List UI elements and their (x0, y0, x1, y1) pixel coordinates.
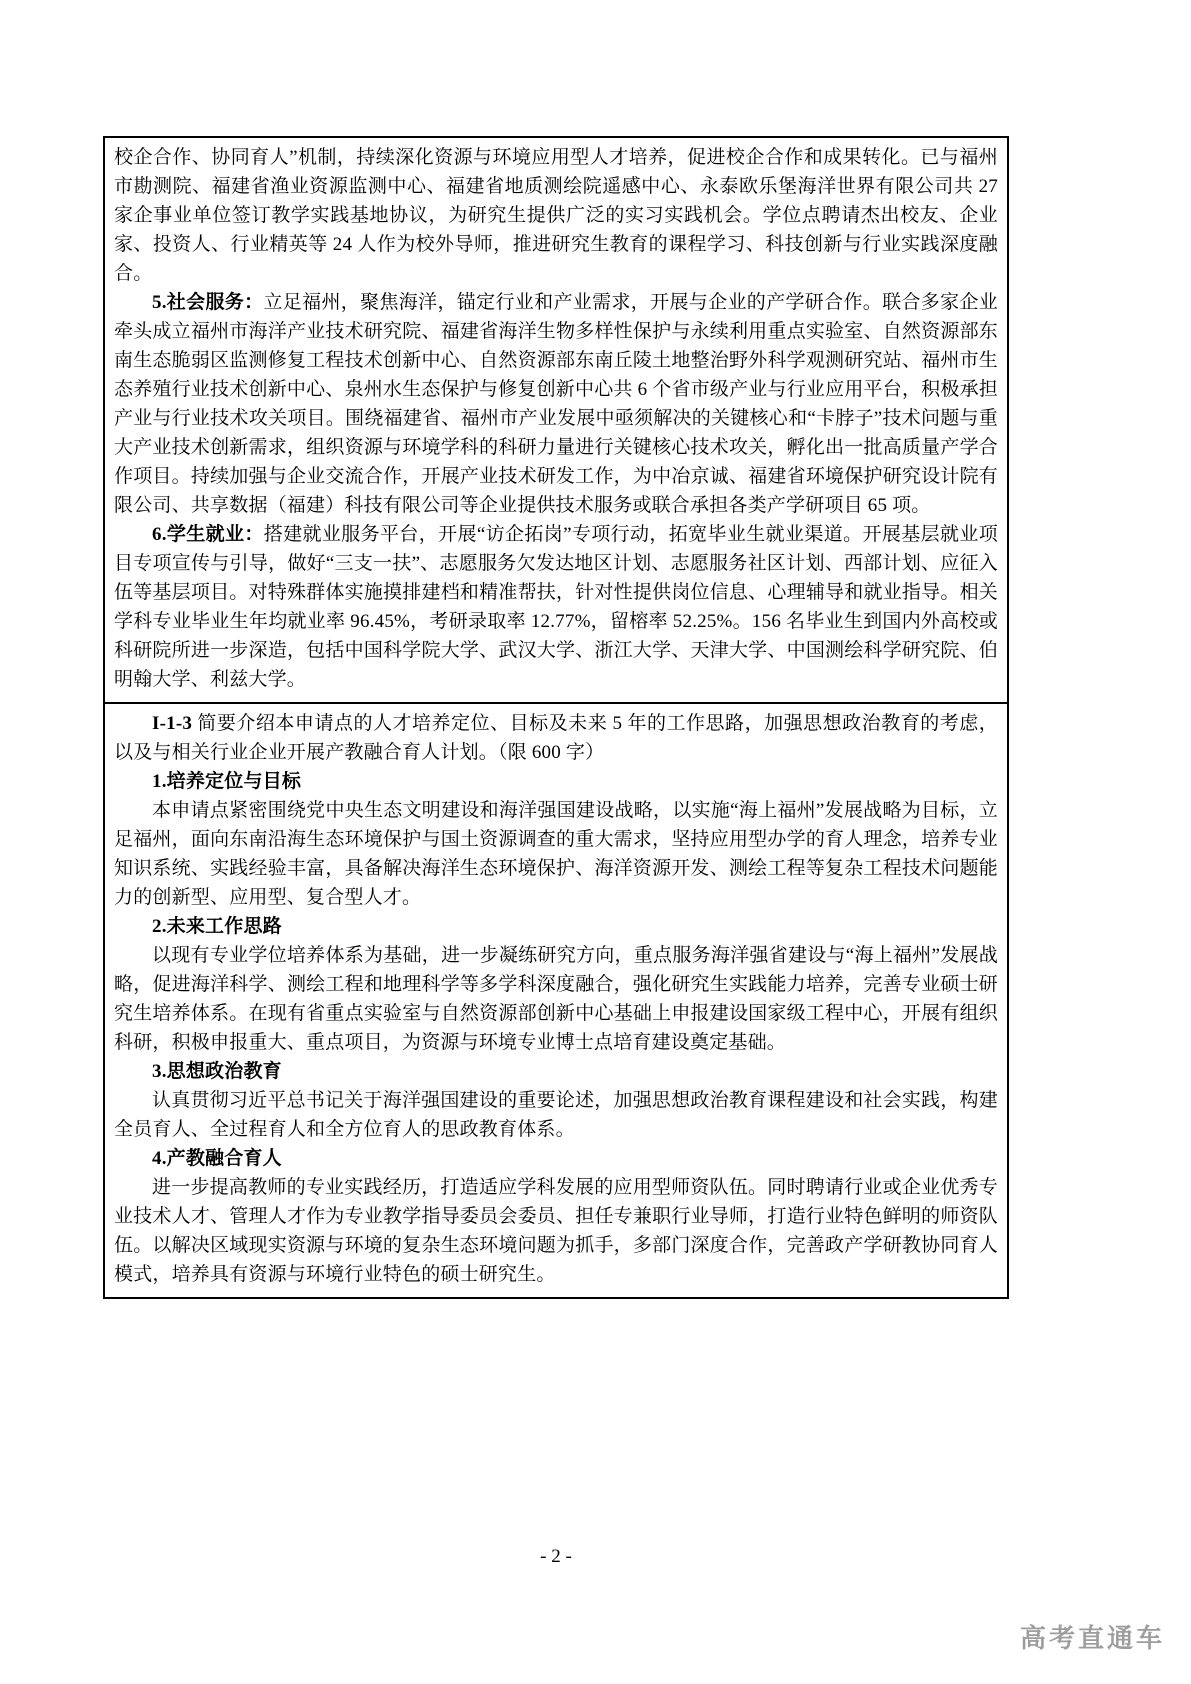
social-service-paragraph (114, 288, 998, 520)
i13-intro-text: 简要介绍本申请点的人才培养定位、目标及未来 5 年的工作思路，加强思想政治教育的考虑，以及与相关行业企业开展产教融合育人计划。（限 600 字） (114, 713, 999, 763)
i13-heading-industry-education: 4.产教融合育人 (152, 1148, 282, 1169)
table-cell-i13 (105, 704, 1007, 1297)
i13-paragraph-future-plan: 以现有专业学位培养体系为基础，进一步凝练研究方向，重点服务海洋强省建设与“海上福州”发展战略，促进海洋科学、测绘工程和地理科学等多学科深度融合，强化研究生实践能力培养，完善专业硕士研究生培养体系。在现有省重点实验室与自然资源部创新中心基础上申报建设国家级工程中心，开展有组织科研，积极申报重大、重点项目，为资源与环境专业博士点培育建设奠定基础。 (114, 945, 998, 1053)
continuation-text: 校企合作、协同育人”机制，持续深化资源与环境应用型人才培养，促进校企合作和成果转化。已与福州市勘测院、福建省渔业资源监测中心、福建省地质测绘院遥感中心、永泰欧乐堡海洋世界有限公司共 27 家企事业单位签订教学实践基地协议，为研究生提供广泛的实习实践机会。学位点聘请杰出校友、企业家、投资人、行业精英等 24 人作为校外导师，推进研究生教育的课程学习、科技创新与行业实践深度融合。 (114, 147, 998, 284)
i13-heading-ideological-education: 3.思想政治教育 (152, 1061, 282, 1082)
i13-intro-paragraph (114, 709, 998, 767)
watermark-text: 高考直通车 (1019, 1623, 1165, 1653)
i13-paragraph-industry-education: 进一步提高教师的专业实践经历，打造适应学科发展的应用型师资队伍。同时聘请行业或企业优秀专业技术人才、管理人才作为专业教学指导委员会委员、担任专兼职行业导师，打造行业特色鲜明的师资队伍。以解决区域现实资源与环境的复杂生态环境问题为抓手，多部门深度合作，完善政产学研教协同育人模式，培养具有资源与环境行业特色的硕士研究生。 (114, 1177, 998, 1285)
i13-heading-training-goals: 1.培养定位与目标 (152, 771, 302, 792)
continuation-paragraph (114, 143, 998, 288)
i13-heading-future-plan: 2.未来工作思路 (152, 916, 282, 937)
social-service-text: 立足福州，聚焦海洋，锚定行业和产业需求，开展与企业的产学研合作。联合多家企业牵头成立福州市海洋产业技术研究院、福建省海洋生物多样性保护与永续利用重点实验室、自然资源部东南生态脆弱区监测修复工程技术创新中心、自然资源部东南丘陵土地整治野外科学观测研究站、福州市生态养殖行业技术创新中心、泉州水生态保护与修复创新中心共 6 个省市级产业与行业应用平台，积极承担产业与行业技术攻关项目。围绕福建省、福州市产业发展中亟须解决的关键核心和“卡脖子”技术问题与重大产业技术创新需求，组织资源与环境学科的科研力量进行关键核心技术攻关，孵化出一批高质量产学合作项目。持续加强与企业交流合作，开展产业技术研发工作，为中冶京诚、福建省环境保护研究设计院有限公司、共享数据（福建）科技有限公司等企业提供技术服务或联合承担各类产学研项目 65 项。 (114, 292, 998, 516)
i13-paragraph-training-goals: 本申请点紧密围绕党中央生态文明建设和海洋强国建设战略，以实施“海上福州”发展战略为目标，立足福州，面向东南沿海生态环境保护与国土资源调查的重大需求，坚持应用型办学的育人理念，培养专业知识系统、实践经验丰富，具备解决海洋生态环境保护、海洋资源开发、测绘工程等复杂工程技术问题能力的创新型、应用型、复合型人才。 (114, 800, 998, 908)
social-service-label: 5.社会服务： (152, 292, 264, 313)
i13-paragraph-ideological-education: 认真贯彻习近平总书记关于海洋强国建设的重要论述，加强思想政治教育课程建设和社会实践，构建全员育人、全过程育人和全方位育人的思政教育体系。 (114, 1090, 998, 1140)
student-employment-text: 搭建就业服务平台，开展“访企拓岗”专项行动，拓宽毕业生就业渠道。开展基层就业项目专项宣传与引导，做好“三支一扶”、志愿服务欠发达地区计划、志愿服务社区计划、西部计划、应征入伍等基层项目。对特殊群体实施摸排建档和精准帮扶，针对性提供岗位信息、心理辅导和就业指导。相关学科专业毕业生年均就业率 96.45%，考研录取率 12.77%，留榕率 52.25%。156 名毕业生到国内外高校或科研院所进一步深造，包括中国科学院大学、武汉大学、浙江大学、天津大学、中国测绘科学研究院、伯明翰大学、利兹大学。 (114, 524, 998, 690)
student-employment-paragraph (114, 520, 998, 694)
application-form-table (103, 136, 1009, 1299)
page-number: - 2 - (540, 1546, 572, 1567)
table-cell-achievements (105, 138, 1007, 704)
i13-section-code: I-1-3 (152, 713, 198, 734)
student-employment-label: 6.学生就业： (152, 524, 264, 545)
